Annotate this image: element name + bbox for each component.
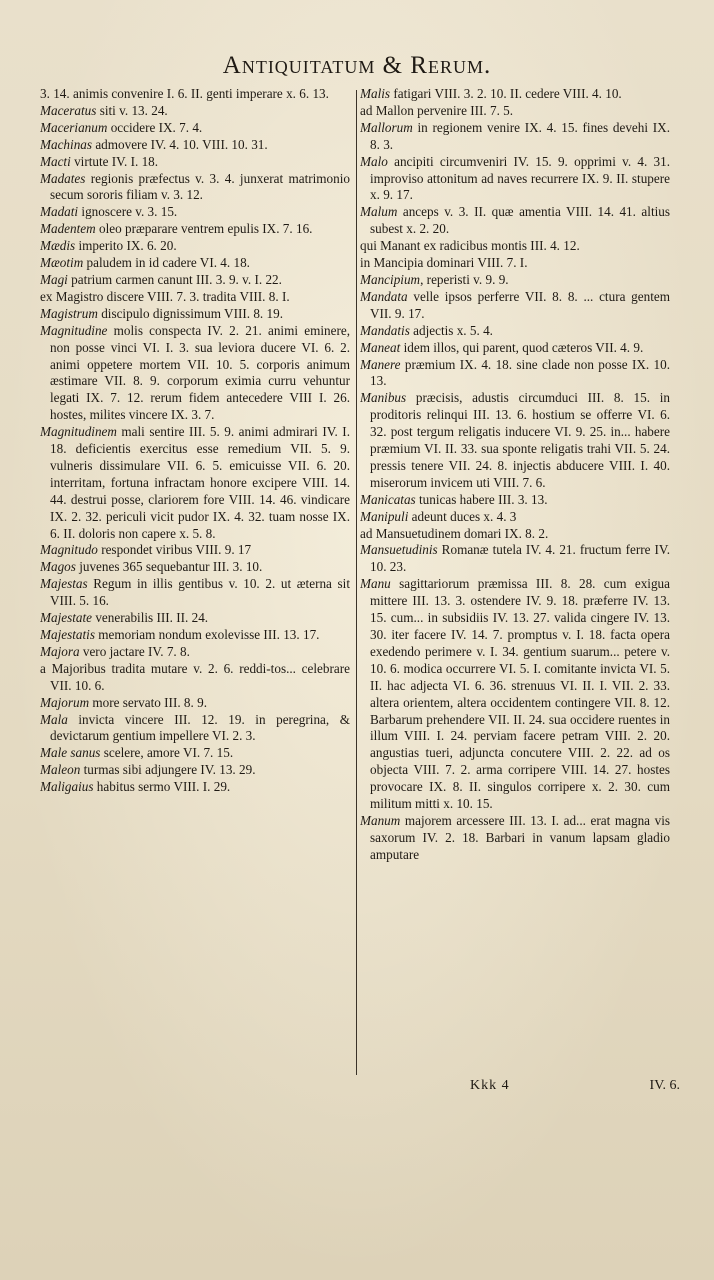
catchword: IV. 6.: [649, 1078, 680, 1093]
index-entry: [40, 644, 350, 661]
entry-headword: Manu: [360, 576, 391, 592]
entry-text: siti v. 13. 24.: [96, 102, 168, 118]
entry-headword: Madati: [40, 204, 79, 220]
index-entry: [360, 103, 670, 120]
entry-text: virtute IV. I. 18.: [70, 153, 159, 169]
entry-text: admovere IV. 4. 10. VIII. 10. 31.: [92, 136, 268, 152]
entry-text: 3. 14. animis convenire I. 6. II. genti imperare x. 6. 13.: [40, 86, 329, 101]
entry-text: idem illos, qui parent, quod cæteros VII. 4. 9.: [400, 339, 644, 355]
entry-headword: Manicatas: [360, 491, 416, 507]
index-entry: [40, 762, 350, 779]
index-entry: [360, 509, 670, 526]
index-entry: [360, 357, 670, 391]
index-entry: [360, 492, 670, 509]
entry-headword: Macti: [40, 153, 71, 169]
entry-headword: Malo: [360, 153, 388, 169]
entry-text: velle ipsos perferre VII. 8. 8. ... ctura gentem VII. 9. 17.: [370, 288, 670, 321]
index-entry: [40, 610, 350, 627]
index-entry: [40, 745, 350, 762]
entry-headword: Majestas: [40, 576, 88, 592]
entry-headword: Mandatis: [360, 322, 410, 338]
index-entry: [40, 695, 350, 712]
entry-text: mali sentire III. 5. 9. animi admirari IV. I. 18. deficientis exercitus esse remedium VII. 5. 9. vulneris dissimulare VII. 6. 5. emicuisse VII. 6. 20. interritam, fortuna infractam honore excipere VIII. 14. 44. destrui posse, clariorem fore VIII. 14. 46. vindicare IX. 2. 32. periculi vicit pudor IX. 4. 32. tuam nosse IX. 6. II. doloris non capere x. 5. 8.: [50, 424, 350, 541]
entry-text: paludem in id cadere VI. 4. 18.: [83, 255, 250, 271]
entry-headword: Majora: [40, 643, 80, 659]
entry-headword: Magnitudo: [40, 542, 98, 558]
entry-text: vero jactare IV. 7. 8.: [79, 643, 190, 659]
index-entry: [40, 137, 350, 154]
index-entry: [40, 238, 350, 255]
entry-text: qui Manant ex radicibus montis III. 4. 12.: [360, 238, 580, 254]
entry-text: a Majoribus tradita mutare v. 2. 6. reddi-tos... celebrare VII. 10. 6.: [40, 660, 350, 693]
index-entry: [40, 204, 350, 221]
entry-headword: Mansuetudinis: [360, 542, 438, 558]
entry-text: Romanæ tutela IV. 4. 21. fructum ferre IV. 10. 23.: [370, 542, 670, 575]
index-entry: [360, 289, 670, 323]
entry-text: occidere IX. 7. 4.: [107, 119, 203, 135]
index-entry: [40, 323, 350, 424]
entry-headword: Magi: [40, 271, 68, 287]
entry-headword: Maceratus: [40, 102, 97, 118]
entry-headword: Machinas: [40, 136, 93, 152]
entry-text: turmas sibi adjungere IV. 13. 29.: [80, 762, 256, 778]
index-entry: [40, 576, 350, 610]
entry-text: ad Mansuetudinem domari IX. 8. 2.: [360, 525, 549, 541]
entry-headword: Mallorum: [360, 119, 413, 135]
page-footer: [360, 1078, 680, 1100]
index-entry: [40, 171, 350, 205]
index-entry: [40, 712, 350, 746]
index-entry: [40, 661, 350, 695]
entry-headword: Manibus: [360, 390, 407, 406]
entry-text: in regionem venire IX. 4. 15. fines devehi IX. 8. 3.: [370, 119, 670, 152]
entry-text: respondet viribus VIII. 9. 17: [97, 542, 252, 558]
entry-text: Regum in illis gentibus v. 10. 2. ut æterna sit VIII. 5. 16.: [50, 576, 350, 609]
entry-text: in Mancipia dominari VIII. 7. I.: [360, 255, 528, 271]
entry-text: patrium carmen canunt III. 3. 9. v. I. 22.: [67, 271, 282, 287]
index-entry: [360, 154, 670, 205]
entry-headword: Madentem: [40, 221, 96, 237]
index-entry: [40, 154, 350, 171]
entry-headword: Magnitudinem: [40, 424, 117, 440]
entry-text: venerabilis III. II. 24.: [92, 610, 209, 626]
entry-headword: Manere: [360, 356, 401, 372]
index-entry: [40, 120, 350, 137]
entry-text: ancipiti circumveniri IV. 15. 9. opprimi v. 4. 31. improviso attonitum ad naves recurrere IX. 9. II. stupere x. 9. 17.: [370, 153, 670, 203]
index-entry: [40, 542, 350, 559]
entry-headword: Magnitudine: [40, 322, 108, 338]
index-entry: [360, 238, 670, 255]
entry-headword: Macerianum: [40, 119, 108, 135]
entry-headword: Mancipium: [360, 271, 421, 287]
index-entry: [360, 204, 670, 238]
entry-text: adjectis x. 5. 4.: [409, 322, 493, 338]
entry-text: scelere, amore VI. 7. 15.: [100, 745, 234, 761]
index-entry: [40, 779, 350, 796]
entry-headword: Male sanus: [40, 745, 101, 761]
index-entry: [40, 559, 350, 576]
index-entry: [360, 390, 670, 491]
index-entry: [40, 86, 350, 103]
entry-text: oleo præparare ventrem epulis IX. 7. 16.: [95, 221, 313, 237]
entry-headword: Madates: [40, 170, 86, 186]
entry-text: ignoscere v. 3. 15.: [78, 204, 178, 220]
entry-headword: Malum: [360, 204, 398, 220]
index-entry: [360, 323, 670, 340]
entry-text: discipulo dignissimum VIII. 8. 19.: [97, 305, 284, 321]
entry-headword: Mædis: [40, 238, 76, 254]
entry-text: molis conspecta IV. 2. 21. animi eminere, non posse vinci VI. I. 3. sua leviora ducere VI. 6. 2. animi oppetere mortem VII. 10. 5. corporis animum æstimare VII. 8. 9. corporum eximia curru vehuntur legati IX. 7. 12. rerum fidem antecedere VIII I. 26. hostes, milites vincere IX. 3. 7.: [50, 322, 350, 423]
entry-headword: Magistrum: [40, 305, 98, 321]
entry-text: adeunt duces x. 4. 3: [408, 508, 517, 524]
entry-text: præmium IX. 4. 18. sine clade non posse IX. 10. 13.: [370, 356, 670, 389]
entry-headword: Mæotim: [40, 255, 84, 271]
running-header: Antiquitatum & Rerum.: [222, 52, 492, 79]
entry-headword: Majestate: [40, 610, 93, 626]
entry-headword: Manipuli: [360, 508, 409, 524]
index-entry: [360, 120, 670, 154]
entry-headword: Majorum: [40, 694, 90, 710]
entry-text: sagittariorum præmissa III. 8. 28. cum exigua mittere III. 13. 3. ostendere IV. 9. 18. præferre IV. 13. 15. cum... in subsidiis IV. 13. 27. valida cingere IV. 13. 30. iter facere IV. 14. 7. promptus v. I. 18. facta opera exedendo perimere v. I. 34. gentium suarum... petere v. 10. 6. modica occurrere VI. 5. I. comitante invicta VI. 5. II. hac adjecta VI. 6. 36. strenuus VI. II. I. VII. 2. 33. altera orientem, altera occidentem contingere VII. 8. 12. Barbarum prehendere VII. II. 24. sua occidere ruentes in illum VIII. I. 24. perviam facere petram VIII. 2. 20. angustias tueri, adjuncta concutere VIII. 2. 22. ad os objecta VIII. 7. 2. arma corripere VIII. 14. 27. hostes provocare IX. 8. II. singulos corripere x. 2. 30. cum militum mitti x. 10. 15.: [370, 576, 670, 812]
entry-headword: Majestatis: [40, 627, 95, 642]
entry-text: , reperisti v. 9. 9.: [420, 271, 509, 287]
entry-headword: Malis: [360, 86, 391, 101]
index-entry: [40, 272, 350, 289]
index-entry: [40, 306, 350, 323]
entry-text: fatigari VIII. 3. 2. 10. II. cedere VIII. 4. 10.: [390, 86, 622, 101]
entry-headword: Maleon: [40, 762, 81, 778]
index-entry: [360, 272, 670, 289]
index-entry: [40, 221, 350, 238]
entry-text: ad Mallon pervenire III. 7. 5.: [360, 102, 514, 118]
index-entry: [360, 255, 670, 272]
entry-text: regionis præfectus v. 3. 4. junxerat matrimonio secum sororis filiam v. 3. 12.: [50, 170, 350, 203]
signature-mark: Kkk 4: [470, 1078, 510, 1093]
index-entry: [40, 627, 350, 644]
entry-headword: Manum: [360, 812, 401, 828]
entry-text: memoriam nondum exolevisse III. 13. 17.: [94, 627, 320, 642]
index-entry: [360, 86, 670, 103]
index-entry: [360, 813, 670, 864]
index-entry: [360, 576, 670, 813]
entry-text: præcisis, adustis circumduci III. 8. 15. in proditoris relinqui III. 13. 6. hostium se offerre VI. 6. 32. post tergum religatis inducere VI. 9. 25. in... habere præmium VI. II. 33. sua sponte religatis trahi VII. 5. 24. pressis tenere VII. 24. 8. injectis abducere VIII. I. 40. miserorum invicem uti VIII. 7. 6.: [370, 390, 670, 490]
entry-text: habitus sermo VIII. I. 29.: [93, 779, 231, 795]
entry-text: ex Magistro discere VIII. 7. 3. tradita VIII. 8. I.: [40, 288, 290, 304]
right-column: [360, 86, 670, 1076]
entry-text: imperito IX. 6. 20.: [75, 238, 177, 254]
left-column: [40, 86, 350, 1076]
index-entry: [40, 103, 350, 120]
entry-text: majorem arcessere III. 13. I. ad... erat magna vis saxorum IV. 2. 18. Barbari in vanum lapsam gladio amputare: [370, 812, 670, 862]
entry-headword: Magos: [40, 559, 76, 575]
entry-headword: Mala: [40, 711, 68, 727]
index-entry: [360, 526, 670, 543]
entry-headword: Maligaius: [40, 779, 94, 795]
entry-text: tunicas habere III. 3. 13.: [415, 491, 548, 507]
entry-headword: Maneat: [360, 339, 401, 355]
index-entry: [40, 255, 350, 272]
entry-text: more servato III. 8. 9.: [89, 694, 208, 710]
entry-text: invicta vincere III. 12. 19. in peregrina, & devictarum gentium impellere VI. 2. 3.: [50, 711, 350, 744]
index-entry: [40, 289, 350, 306]
entry-headword: Mandata: [360, 288, 408, 304]
index-entry: [360, 542, 670, 576]
index-entry: [360, 340, 670, 357]
entry-text: juvenes 365 sequebantur III. 3. 10.: [75, 559, 263, 575]
index-columns: [40, 86, 670, 1076]
index-entry: [40, 424, 350, 542]
entry-text: anceps v. 3. II. quæ amentia VIII. 14. 41. altius subest x. 2. 20.: [370, 204, 670, 237]
